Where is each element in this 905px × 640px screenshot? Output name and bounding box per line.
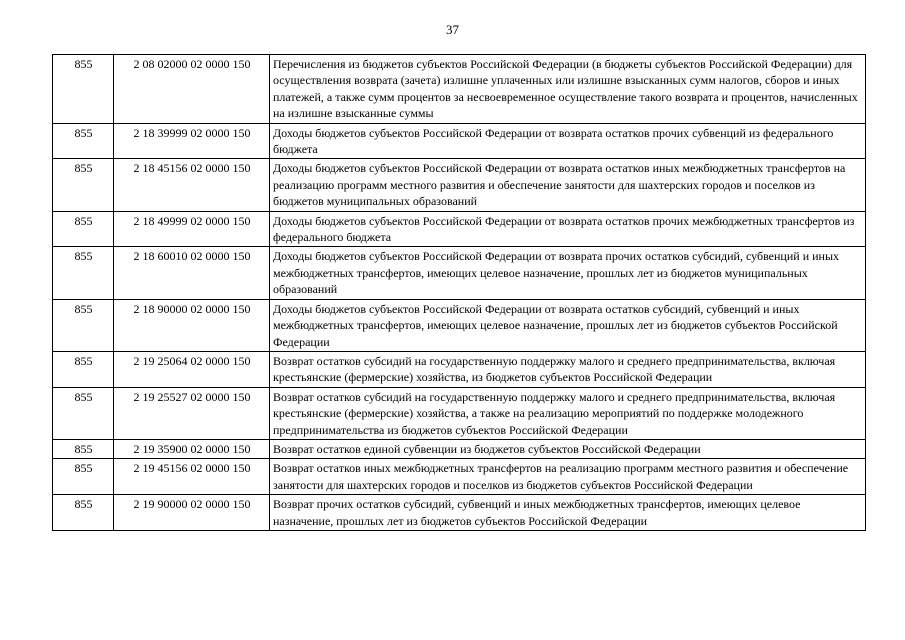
table-body xyxy=(53,55,866,531)
budget-code-cell: 2 18 90000 02 0000 150 xyxy=(114,299,270,351)
admin-code-cell: 855 xyxy=(53,159,114,211)
budget-code-cell: 2 19 25064 02 0000 150 xyxy=(114,351,270,387)
admin-code-cell: 855 xyxy=(53,495,114,531)
admin-code-cell: 855 xyxy=(53,351,114,387)
income-name-cell: Доходы бюджетов субъектов Российской Федерации от возврата остатков прочих межбюджетных трансфертов из федерального бюджета xyxy=(270,211,866,247)
budget-code-cell: 2 18 60010 02 0000 150 xyxy=(114,247,270,299)
income-name-cell: Возврат остатков единой субвенции из бюджетов субъектов Российской Федерации xyxy=(270,439,866,458)
table-row xyxy=(53,211,866,247)
admin-code-cell: 855 xyxy=(53,459,114,495)
table-row xyxy=(53,439,866,458)
income-name-cell: Возврат остатков иных межбюджетных трансфертов на реализацию программ местного развития и обеспечение занятости для шахтерских городов и поселков из бюджетов субъектов Российской Федерации xyxy=(270,459,866,495)
admin-code-cell: 855 xyxy=(53,247,114,299)
budget-code-cell: 2 08 02000 02 0000 150 xyxy=(114,55,270,124)
table-row xyxy=(53,299,866,351)
table-row xyxy=(53,387,866,439)
table-row xyxy=(53,495,866,531)
income-name-cell: Доходы бюджетов субъектов Российской Федерации от возврата прочих остатков субсидий, субвенций и иных межбюджетных трансфертов, имеющих целевое назначение, прошлых лет из бюджетов муниципальных образований xyxy=(270,247,866,299)
budget-code-cell: 2 18 49999 02 0000 150 xyxy=(114,211,270,247)
admin-code-cell: 855 xyxy=(53,123,114,159)
admin-code-cell: 855 xyxy=(53,211,114,247)
income-name-cell: Доходы бюджетов субъектов Российской Федерации от возврата остатков прочих субвенций из федерального бюджета xyxy=(270,123,866,159)
income-name-cell: Возврат прочих остатков субсидий, субвенций и иных межбюджетных трансфертов, имеющих целевое назначение, прошлых лет из бюджетов субъектов Российской Федерации xyxy=(270,495,866,531)
table-row xyxy=(53,351,866,387)
income-name-cell: Доходы бюджетов субъектов Российской Федерации от возврата остатков субсидий, субвенций и иных межбюджетных трансфертов, имеющих целевое назначение, прошлых лет из бюджетов субъектов Российской Федерации xyxy=(270,299,866,351)
budget-code-cell: 2 18 45156 02 0000 150 xyxy=(114,159,270,211)
budget-code-cell: 2 19 45156 02 0000 150 xyxy=(114,459,270,495)
budget-code-cell: 2 19 35900 02 0000 150 xyxy=(114,439,270,458)
admin-code-cell: 855 xyxy=(53,387,114,439)
budget-code-cell: 2 18 39999 02 0000 150 xyxy=(114,123,270,159)
table-row xyxy=(53,123,866,159)
admin-code-cell: 855 xyxy=(53,439,114,458)
income-name-cell: Возврат остатков субсидий на государственную поддержку малого и среднего предпринимательства, включая крестьянские (фермерские) хозяйства, а также на реализацию мероприятий по поддержке молодежного предпринимательства из бюджетов субъектов Российской Федерации xyxy=(270,387,866,439)
budget-code-cell: 2 19 90000 02 0000 150 xyxy=(114,495,270,531)
table-row xyxy=(53,159,866,211)
admin-code-cell: 855 xyxy=(53,299,114,351)
table-row xyxy=(53,55,866,124)
table-row xyxy=(53,247,866,299)
table-row xyxy=(53,459,866,495)
income-name-cell: Перечисления из бюджетов субъектов Российской Федерации (в бюджеты субъектов Российской Федерации) для осуществления возврата (зачета) излишне уплаченных или излишне взысканных сумм налогов, сборов и иных платежей, а также сумм процентов за несвоевременное осуществление такого возврата и процентов, начисленных на излишне взысканные суммы xyxy=(270,55,866,124)
page-number: 37 xyxy=(446,22,459,37)
income-name-cell: Возврат остатков субсидий на государственную поддержку малого и среднего предпринимательства, включая крестьянские (фермерские) хозяйства, из бюджетов субъектов Российской Федерации xyxy=(270,351,866,387)
income-name-cell: Доходы бюджетов субъектов Российской Федерации от возврата остатков иных межбюджетных трансфертов на реализацию программ местного развития и обеспечение занятости для шахтерских городов и поселков из бюджетов муниципальных образований xyxy=(270,159,866,211)
admin-code-cell: 855 xyxy=(53,55,114,124)
budget-classification-table xyxy=(52,54,866,531)
budget-code-cell: 2 19 25527 02 0000 150 xyxy=(114,387,270,439)
